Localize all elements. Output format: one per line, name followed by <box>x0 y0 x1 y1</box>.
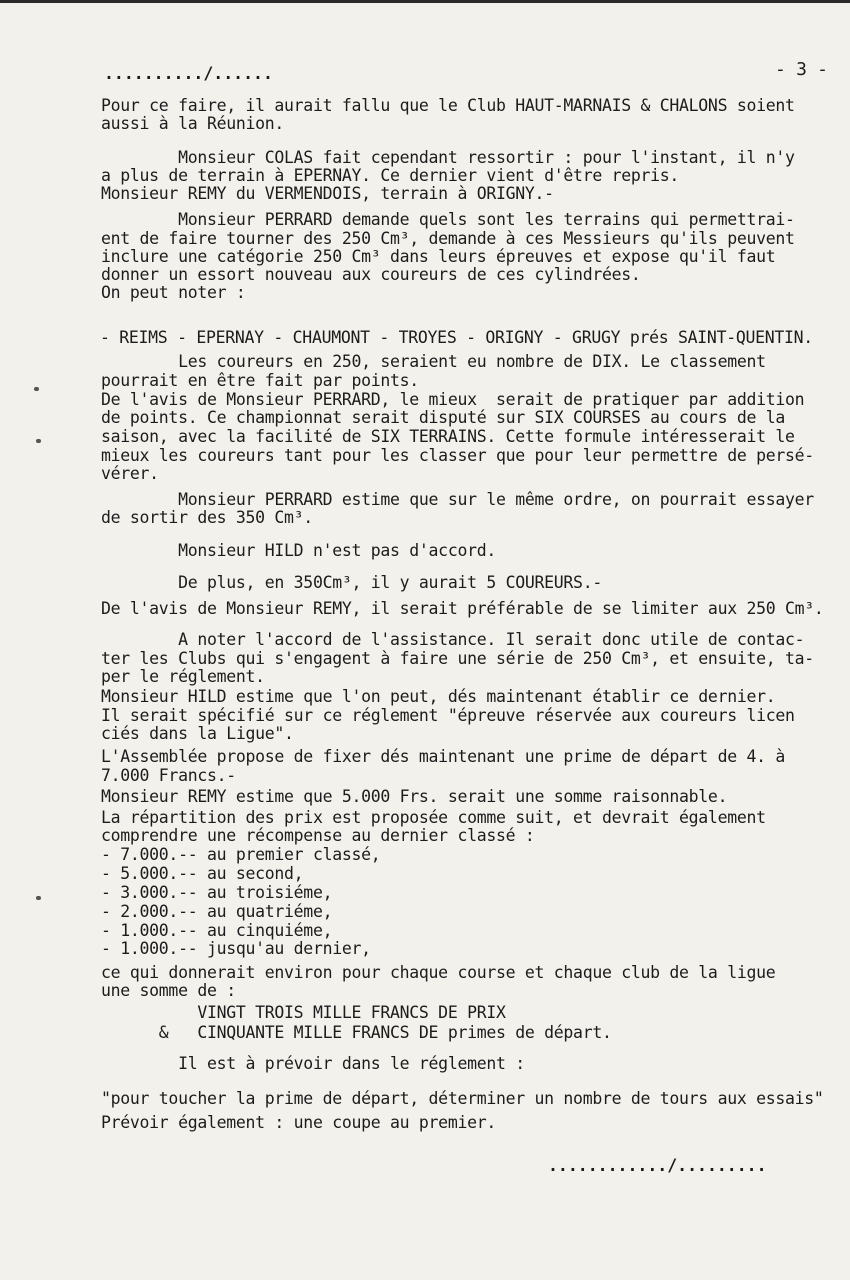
text-line: Il serait spécifié sur ce réglement "épreuve réservée aux coureurs licen <box>101 706 795 725</box>
text-line: - 1.000.-- jusqu'au dernier, <box>101 939 371 958</box>
text-line: de sortir des 350 Cm³. <box>101 508 313 527</box>
text-line: vérer. <box>101 464 159 483</box>
text-line: Monsieur HILD estime que l'on peut, dés maintenant établir ce dernier. <box>101 687 776 706</box>
text-line: - 7.000.-- au premier classé, <box>101 845 381 864</box>
text-line: - REIMS - EPERNAY - CHAUMONT - TROYES - ORIGNY - GRUGY prés SAINT-QUENTIN. <box>100 328 813 347</box>
text-line: - 3.000.-- au troisiéme, <box>101 883 333 902</box>
text-line: De l'avis de Monsieur PERRARD, le mieux serait de pratiquer par addition <box>101 390 805 409</box>
text-line: per le réglement. <box>101 667 265 686</box>
text-line: Prévoir également : une coupe au premier. <box>101 1113 496 1132</box>
text-line: De plus, en 350Cm³, il y aurait 5 COUREURS.- <box>101 573 602 592</box>
text-line: Monsieur PERRARD demande quels sont les terrains qui permettrai- <box>101 210 795 229</box>
text-line: ter les Clubs qui s'engagent à faire une série de 250 Cm³, et ensuite, ta- <box>101 649 814 668</box>
text-line: inclure une catégorie 250 Cm³ dans leurs épreuves et expose qu'il faut <box>101 247 776 266</box>
text-line: A noter l'accord de l'assistance. Il serait donc utile de contac- <box>101 630 805 649</box>
text-line: Les coureurs en 250, seraient eu nombre de DIX. Le classement <box>101 352 766 371</box>
text-line: On peut noter : <box>101 283 246 302</box>
text-line: "pour toucher la prime de départ, déterminer un nombre de tours aux essais" <box>101 1089 824 1108</box>
text-line: Monsieur HILD n'est pas d'accord. <box>101 541 496 560</box>
text-line: une somme de : <box>101 981 236 1000</box>
text-line: & CINQUANTE MILLE FRANCS DE primes de départ. <box>101 1023 612 1042</box>
text-line: de points. Ce championnat serait disputé sur SIX COURSES au cours de la <box>101 408 786 427</box>
text-line: Pour ce faire, il aurait fallu que le Club HAUT-MARNAIS & CHALONS soient <box>101 96 795 115</box>
text-line: - 2.000.-- au quatriéme, <box>101 902 333 921</box>
paper-speck <box>34 387 39 391</box>
paper-speck <box>36 439 41 443</box>
text-line: De l'avis de Monsieur REMY, il serait préférable de se limiter aux 250 Cm³. <box>101 599 824 618</box>
text-line: saison, avec la facilité de SIX TERRAINS. Cette formule intéresserait le <box>101 427 795 446</box>
text-line: pourrait en être fait par points. <box>101 371 419 390</box>
text-line: donner un essort nouveau aux coureurs de ces cylindrées. <box>101 265 641 284</box>
text-line: Monsieur REMY estime que 5.000 Frs. serait une somme raisonnable. <box>101 787 728 806</box>
paper-speck <box>36 896 41 900</box>
text-line: a plus de terrain à EPERNAY. Ce dernier vient d'être repris. <box>101 166 680 185</box>
header-continuation-marker: ........../...... <box>104 64 273 83</box>
text-line: Monsieur PERRARD estime que sur le même ordre, on pourrait essayer <box>101 490 814 509</box>
text-line: ce qui donnerait environ pour chaque course et chaque club de la ligue <box>101 963 776 982</box>
text-line: aussi à la Réunion. <box>101 114 285 133</box>
text-line: Monsieur COLAS fait cependant ressortir : pour l'instant, il n'y <box>101 148 795 167</box>
text-line: - 1.000.-- au cinquiéme, <box>101 921 333 940</box>
text-line: 7.000 Francs.- <box>101 766 236 785</box>
text-line: - 5.000.-- au second, <box>101 864 304 883</box>
text-line: VINGT TROIS MILLE FRANCS DE PRIX <box>101 1003 506 1022</box>
text-line: ent de faire tourner des 250 Cm³, demande à ces Messieurs qu'ils peuvent <box>101 229 795 248</box>
text-line: La répartition des prix est proposée comme suit, et devrait également <box>101 808 766 827</box>
text-line: Il est à prévoir dans le réglement : <box>101 1054 525 1073</box>
footer-continuation-marker: ............/......... <box>548 1156 767 1175</box>
text-line: Monsieur REMY du VERMENDOIS, terrain à ORIGNY.- <box>101 184 554 203</box>
text-line: ciés dans la Ligue". <box>101 724 294 743</box>
text-line: comprendre une récompense au dernier classé : <box>101 826 535 845</box>
text-line: mieux les coureurs tant pour les classer que pour leur permettre de persé- <box>101 446 814 465</box>
text-line: L'Assemblée propose de fixer dés maintenant une prime de départ de 4. à <box>101 747 786 766</box>
page-number: - 3 - <box>775 59 828 80</box>
